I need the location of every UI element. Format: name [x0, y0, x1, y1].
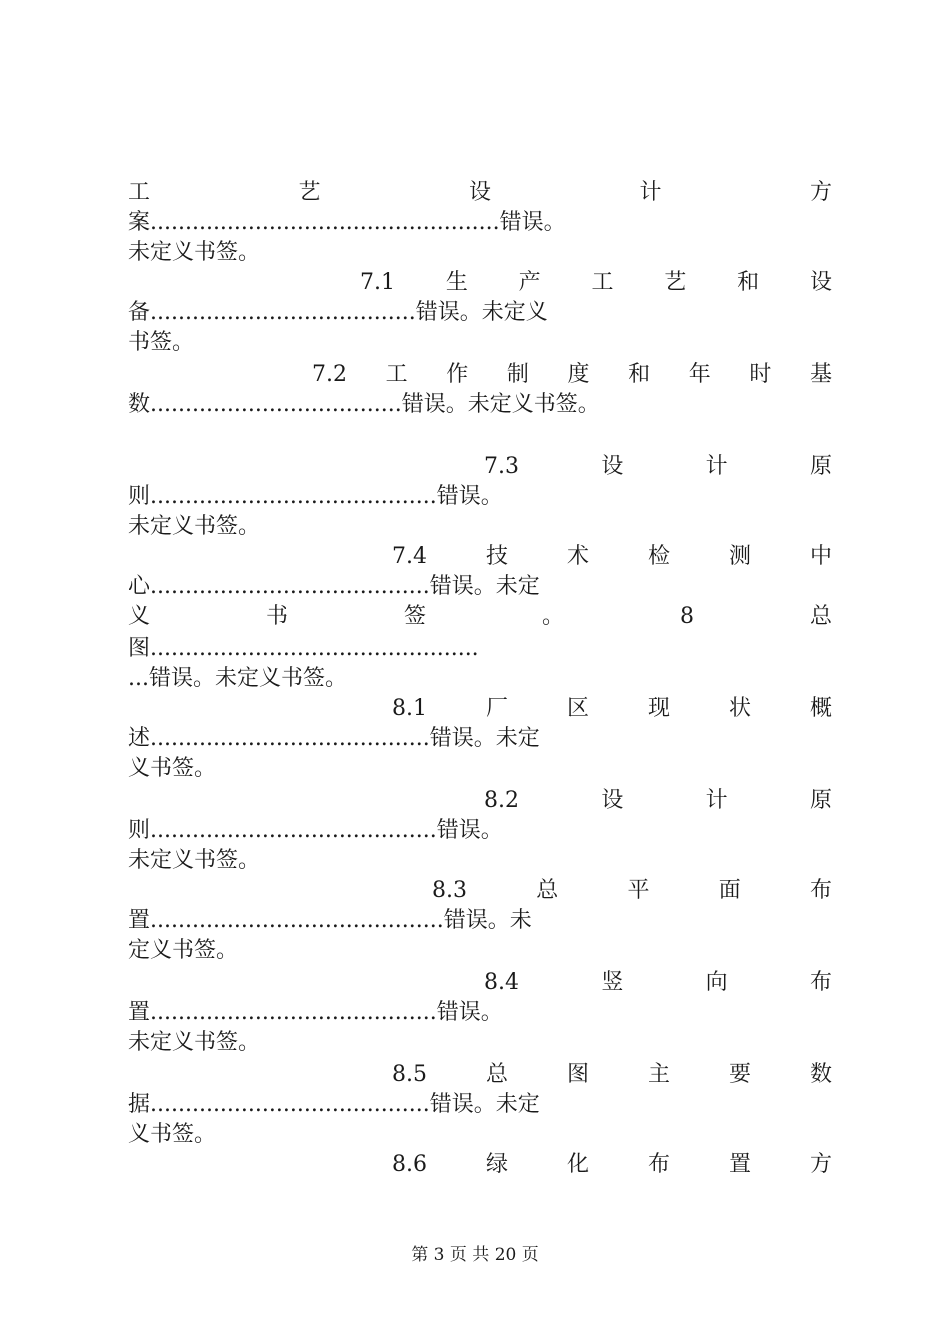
toc-char: 书 — [266, 604, 289, 629]
toc-heading-line — [128, 178, 832, 208]
toc-section-number: 8.1 — [392, 696, 427, 721]
toc-char: 化 — [566, 1152, 589, 1177]
toc-char: 基 — [809, 362, 832, 387]
toc-char: 设 — [601, 454, 624, 479]
toc-dot-leader-line: 置.........................................错误。 — [128, 1000, 503, 1025]
toc-char: 度 — [567, 362, 590, 387]
toc-section-number: 8.2 — [484, 788, 519, 813]
toc-char: 和 — [628, 362, 651, 387]
toc-heading-line — [392, 694, 832, 724]
toc-char: 置 — [728, 1152, 751, 1177]
toc-continuation-line: 书签。 — [128, 330, 195, 355]
toc-section-number: 7.3 — [484, 454, 519, 479]
toc-continuation-line: 义书签。 — [128, 756, 217, 781]
toc-heading-line — [484, 968, 832, 998]
toc-dot-leader-line: 数....................................错误。未定义书签。 — [128, 392, 600, 417]
toc-char: 厂 — [485, 696, 508, 721]
toc-char: 布 — [647, 1152, 670, 1177]
toc-heading-line — [432, 876, 832, 906]
toc-char: 义 — [128, 604, 151, 629]
toc-char: 数 — [809, 1062, 832, 1087]
toc-char: 中 — [809, 544, 832, 569]
toc-char: 设 — [809, 270, 832, 295]
toc-dot-leader-line: 备......................................错误。未定义 — [128, 300, 548, 325]
toc-char: 总 — [485, 1062, 508, 1087]
toc-char: 计 — [705, 454, 728, 479]
toc-char: 原 — [809, 788, 832, 813]
toc-char: 区 — [566, 696, 589, 721]
toc-char: 。 — [542, 604, 565, 629]
toc-char: 艺 — [664, 270, 687, 295]
toc-dot-leader-line: 述........................................错误。未定 — [128, 726, 540, 751]
toc-section-number: 7.2 — [312, 362, 347, 387]
toc-char: 工 — [591, 270, 614, 295]
toc-char: 概 — [809, 696, 832, 721]
toc-section-number: 7.1 — [360, 270, 395, 295]
toc-heading-line — [392, 1150, 832, 1180]
toc-char: 方 — [809, 1152, 832, 1177]
toc-char: 设 — [601, 788, 624, 813]
toc-heading-line — [312, 360, 832, 390]
toc-dot-leader-line: 心........................................错误。未定 — [128, 574, 540, 599]
toc-char: 产 — [518, 270, 541, 295]
toc-char: 技 — [485, 544, 508, 569]
toc-char: 年 — [688, 362, 711, 387]
toc-char: 和 — [737, 270, 760, 295]
toc-char: 签 — [404, 604, 427, 629]
toc-char: 工 — [385, 362, 408, 387]
toc-heading-line — [360, 268, 832, 298]
toc-continuation-line: 定义书签。 — [128, 938, 239, 963]
toc-char: 测 — [728, 544, 751, 569]
toc-char: 布 — [809, 878, 832, 903]
toc-heading-line — [128, 602, 832, 632]
toc-section-number: 8 — [680, 604, 694, 629]
toc-continuation-line: 未定义书签。 — [128, 1030, 261, 1055]
toc-heading-line — [484, 786, 832, 816]
toc-section-number: 8.6 — [392, 1152, 427, 1177]
toc-continuation-line: 未定义书签。 — [128, 514, 261, 539]
toc-section-number: 8.4 — [484, 970, 519, 995]
toc-char: 制 — [506, 362, 529, 387]
toc-char: 总 — [536, 878, 559, 903]
toc-char: 时 — [749, 362, 772, 387]
toc-char: 生 — [445, 270, 468, 295]
toc-section-number: 8.5 — [392, 1062, 427, 1087]
toc-dot-leader-line: 置..........................................错误。未 — [128, 908, 532, 933]
toc-char: 主 — [647, 1062, 670, 1087]
toc-char: 向 — [705, 970, 728, 995]
toc-heading-line — [484, 452, 832, 482]
toc-char: 作 — [446, 362, 469, 387]
toc-heading-line — [392, 1060, 832, 1090]
toc-char: 原 — [809, 454, 832, 479]
toc-char: 计 — [639, 180, 662, 205]
toc-dot-leader-line: ...错误。未定义书签。 — [128, 666, 347, 691]
toc-heading-line — [392, 542, 832, 572]
toc-char: 竖 — [601, 970, 624, 995]
toc-dot-leader-line: 则.........................................错误。 — [128, 484, 503, 509]
toc-char: 检 — [647, 544, 670, 569]
toc-char: 计 — [705, 788, 728, 813]
toc-char: 总 — [809, 604, 832, 629]
toc-char: 术 — [566, 544, 589, 569]
toc-continuation-line: 未定义书签。 — [128, 848, 261, 873]
toc-section-number: 8.3 — [432, 878, 467, 903]
toc-dot-leader-line: 则.........................................错误。 — [128, 818, 503, 843]
toc-char: 平 — [627, 878, 650, 903]
toc-char: 方 — [809, 180, 832, 205]
toc-continuation-line: 未定义书签。 — [128, 240, 261, 265]
toc-dot-leader-line: 案..................................................错误。 — [128, 210, 566, 235]
toc-char: 现 — [647, 696, 670, 721]
toc-char: 布 — [809, 970, 832, 995]
toc-char: 绿 — [485, 1152, 508, 1177]
toc-dot-leader-line: 图............................................... — [128, 636, 479, 661]
toc-continuation-line: 义书签。 — [128, 1122, 217, 1147]
toc-char: 状 — [728, 696, 751, 721]
toc-section-number: 7.4 — [392, 544, 427, 569]
toc-char: 要 — [728, 1062, 751, 1087]
toc-dot-leader-line: 据........................................错误。未定 — [128, 1092, 540, 1117]
toc-char: 图 — [566, 1062, 589, 1087]
toc-char: 设 — [468, 180, 491, 205]
page-footer: 第 3 页 共 20 页 — [411, 1245, 539, 1265]
toc-char: 面 — [718, 878, 741, 903]
toc-char: 艺 — [298, 180, 321, 205]
toc-char: 工 — [128, 180, 151, 205]
